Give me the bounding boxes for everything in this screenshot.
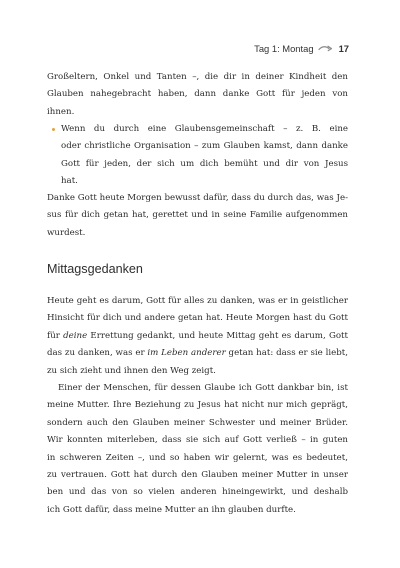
paragraph-midday: [47, 293, 348, 380]
emphasis: im Leben anderer: [147, 348, 226, 359]
text-line: Heute geht es darum, Gott für alles zu danken, was er in geistlicher: [47, 296, 348, 306]
text-line: ich Gott dafür, dass meine Mutter an ihn glauben durfte.: [47, 504, 296, 515]
paragraph-mother: [47, 380, 348, 519]
paragraph-morning: [47, 190, 348, 242]
text-line: zu vertrauen. Gott hat durch den Glauben meiner Mutter in unser: [47, 469, 348, 480]
page-number: 17: [338, 42, 349, 54]
text-line: ben und das von so vielen anderen hineingewirkt, und deshalb: [47, 487, 348, 498]
text-line: Wir konnten miterleben, dass sie sich auf Gott verließ – in guten: [47, 435, 348, 446]
text-line: sondern auch den Glauben meiner Schwester und meiner Brüder.: [47, 417, 348, 428]
paragraph-continued: [47, 69, 348, 121]
text-line: Wenn du durch eine Glaubensgemeinschaft – z. B. eine: [61, 124, 348, 134]
text-line: zu sich zieht und ihnen den Weg zeigt.: [47, 365, 216, 376]
text-line: in schweren Zeiten –, und so haben wir gelernt, was es bedeutet,: [47, 452, 348, 463]
section-heading: Mittagsgedanken: [47, 262, 143, 276]
emphasis: deine: [63, 330, 88, 341]
text-line: ihnen.: [47, 106, 75, 117]
text-line: Hinsicht für dich und andere getan hat. Heute Morgen hast du Gott: [47, 313, 348, 324]
text-line: oder christliche Organisation – zum Glauben kamst, dann danke: [61, 141, 348, 152]
text-line: sus für dich getan hat, gerettet und in seine Familie aufgenommen: [47, 210, 348, 221]
text-line: das zu danken, was er im Leben anderer getan hat: dass er sie liebt,: [47, 348, 348, 359]
text-line: Glauben nahegebracht haben, dann danke Gott für jeden von: [47, 89, 348, 100]
text-line: meine Mutter. Ihre Beziehung zu Jesus hat nicht nur mich geprägt,: [47, 400, 348, 411]
text-line: Einer der Menschen, für dessen Glaube ich Gott dankbar bin, ist: [58, 383, 348, 393]
text-line: für deine Errettung gedankt, und heute Mittag geht es darum, Gott: [47, 330, 348, 341]
running-header: [254, 41, 349, 55]
text-line: hat.: [61, 176, 78, 187]
bullet-point: [52, 128, 55, 131]
text-line: Großeltern, Onkel und Tanten –, die dir in deiner Kindheit den: [47, 72, 348, 82]
section-title: Tag 1: Montag: [254, 42, 314, 54]
text-line: wurdest.: [47, 227, 86, 238]
arrow-swoosh-icon: [318, 44, 334, 52]
text-line: Danke Gott heute Morgen bewusst dafür, dass du durch das, was Je-: [47, 193, 348, 203]
bullet-text: [61, 121, 348, 191]
text-line: Gott für jeden, der sich um dich bemüht und dir von Jesus: [61, 158, 348, 169]
